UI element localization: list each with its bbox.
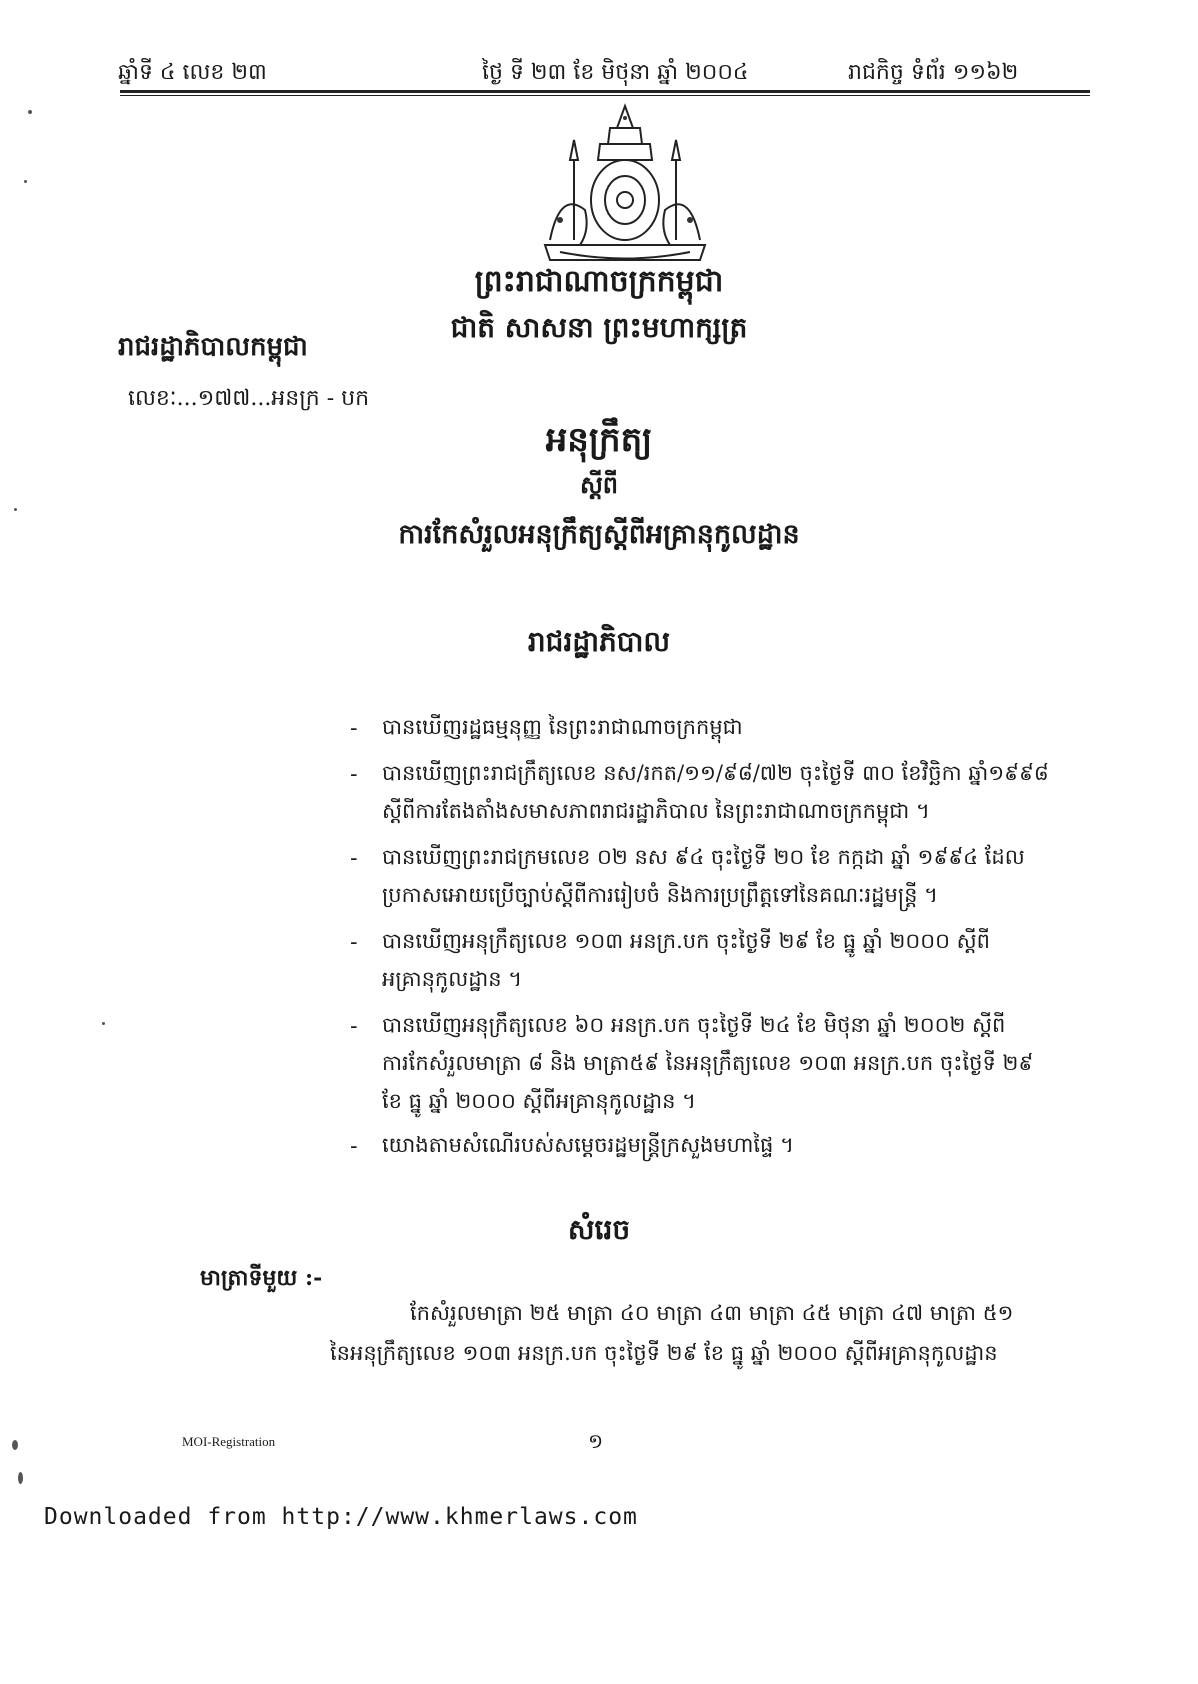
consideration-line: ស្តីពីការតែងតាំងសមាសភាពរាជរដ្ឋាភិបាល នៃព្រះរាជាណាចក្រកម្ពុជា ។: [382, 799, 930, 823]
authority-heading: រាជរដ្ឋាភិបាល: [527, 625, 671, 658]
consideration-line: យោងតាមសំណើរបស់សម្តេចរដ្ឋមន្ត្រីក្រសួងមហាផ្ទៃ ។: [382, 1133, 794, 1157]
scan-speck: [18, 1472, 23, 1484]
decision-heading: សំរេច: [567, 1213, 631, 1246]
download-source: Downloaded from http://www.khmerlaws.com: [44, 1504, 638, 1530]
consideration-line: បានឃើញព្រះរាជក្រឹត្យលេខ នស/រកត/១១/៩៨/៧២ ចុះថ្ងៃទី ៣០ ខែវិច្ឆិកា ឆ្នាំ១៩៩៨: [382, 761, 1049, 785]
scan-speck: [102, 1022, 105, 1025]
decree-type: អនុក្រឹត្យ: [545, 420, 653, 460]
article-one-line: កែសំរួលមាត្រា ២៥ មាត្រា ៤០ មាត្រា ៤៣ មាត្រា ៤៥ មាត្រា ៤៧ មាត្រា ៥១: [410, 1301, 1014, 1325]
header-rule: [120, 90, 1090, 93]
list-bullet: -: [350, 716, 358, 740]
consideration-line: ប្រកាសអោយប្រើច្បាប់ស្តីពីការរៀបចំ និងការប្រព្រឹត្តទៅនៃគណៈរដ្ឋមន្ត្រី ។: [382, 883, 938, 907]
consideration-line: បានឃើញអនុក្រឹត្យលេខ ១០៣ អនក្រ.បក ចុះថ្ងៃទី ២៩ ខែ ធ្នូ ឆ្នាំ ២០០០ ស្តីពី: [382, 929, 990, 953]
list-bullet: -: [350, 1014, 358, 1038]
decree-subject: ការកែសំរួលអនុក្រឹត្យស្តីពីអគ្រានុកូលដ្ឋាន: [398, 519, 800, 550]
list-bullet: -: [350, 762, 358, 786]
decree-about: ស្តីពី: [579, 470, 619, 499]
consideration-line: បានឃើញព្រះរាជក្រមលេខ ០២ នស ៩៤ ចុះថ្ងៃទី ២០ ខែ កក្កដា ឆ្នាំ ១៩៩៤ ដែល: [382, 845, 1025, 869]
header-rule-thin: [120, 95, 1090, 96]
scan-speck: [14, 508, 17, 511]
kingdom-name: ព្រះរាជាណាចក្រកម្ពុជា: [474, 264, 724, 299]
consideration-line: អគ្រានុកូលដ្ឋាន ។: [382, 967, 523, 991]
consideration-line: ការកែសំរួលមាត្រា ៨ និង មាត្រា៥៩ នៃអនុក្រឹត្យលេខ ១០៣ អនក្រ.បក ចុះថ្ងៃទី ២៩: [382, 1051, 1034, 1075]
header-gazette-page: រាជកិច្ច ទំព័រ ១១៦២: [848, 60, 1019, 85]
list-bullet: -: [350, 846, 358, 870]
issuer-name: រាជរដ្ឋាភិបាលកម្ពុជា: [118, 332, 308, 362]
registration-label: MOI-Registration: [182, 1434, 276, 1449]
list-bullet: -: [350, 930, 358, 954]
scan-speck: [24, 180, 27, 183]
page-number: ១: [588, 1429, 604, 1453]
scan-speck: [12, 1440, 18, 1450]
article-one-line: នៃអនុក្រឹត្យលេខ ១០៣ អនក្រ.បក ចុះថ្ងៃទី ២៩ ខែ ធ្នូ ឆ្នាំ ២០០០ ស្តីពីអគ្រានុកូលដ្ឋាន: [330, 1341, 998, 1365]
article-one-heading: មាត្រាទីមួយ :-: [200, 1265, 323, 1291]
consideration-line: ខែ ធ្នូ ឆ្នាំ ២០០០ ស្តីពីអគ្រានុកូលដ្ឋាន ។: [382, 1089, 696, 1113]
scan-speck: [28, 110, 32, 114]
header-issue-number: ឆ្នាំទី ៤ លេខ ២៣: [118, 60, 267, 85]
consideration-line: បានឃើញរដ្ឋធម្មនុញ្ញ នៃព្រះរាជាណាចក្រកម្ពុជា: [382, 715, 743, 739]
header-date: ថ្ងៃ ទី ២៣ ខែ មិថុនា ឆ្នាំ ២០០៤: [482, 60, 749, 85]
consideration-line: បានឃើញអនុក្រឹត្យលេខ ៦០ អនក្រ.បក ចុះថ្ងៃទី ២៤ ខែ មិថុនា ឆ្នាំ ២០០២ ស្តីពី: [382, 1013, 1006, 1037]
decree-number: លេខៈ...១៧៧...អនក្រ - បក: [128, 386, 370, 411]
list-bullet: -: [350, 1134, 358, 1158]
national-motto: ជាតិ សាសនា ព្រះមហាក្សត្រ: [450, 311, 748, 344]
royal-emblem-icon: [530, 100, 720, 270]
